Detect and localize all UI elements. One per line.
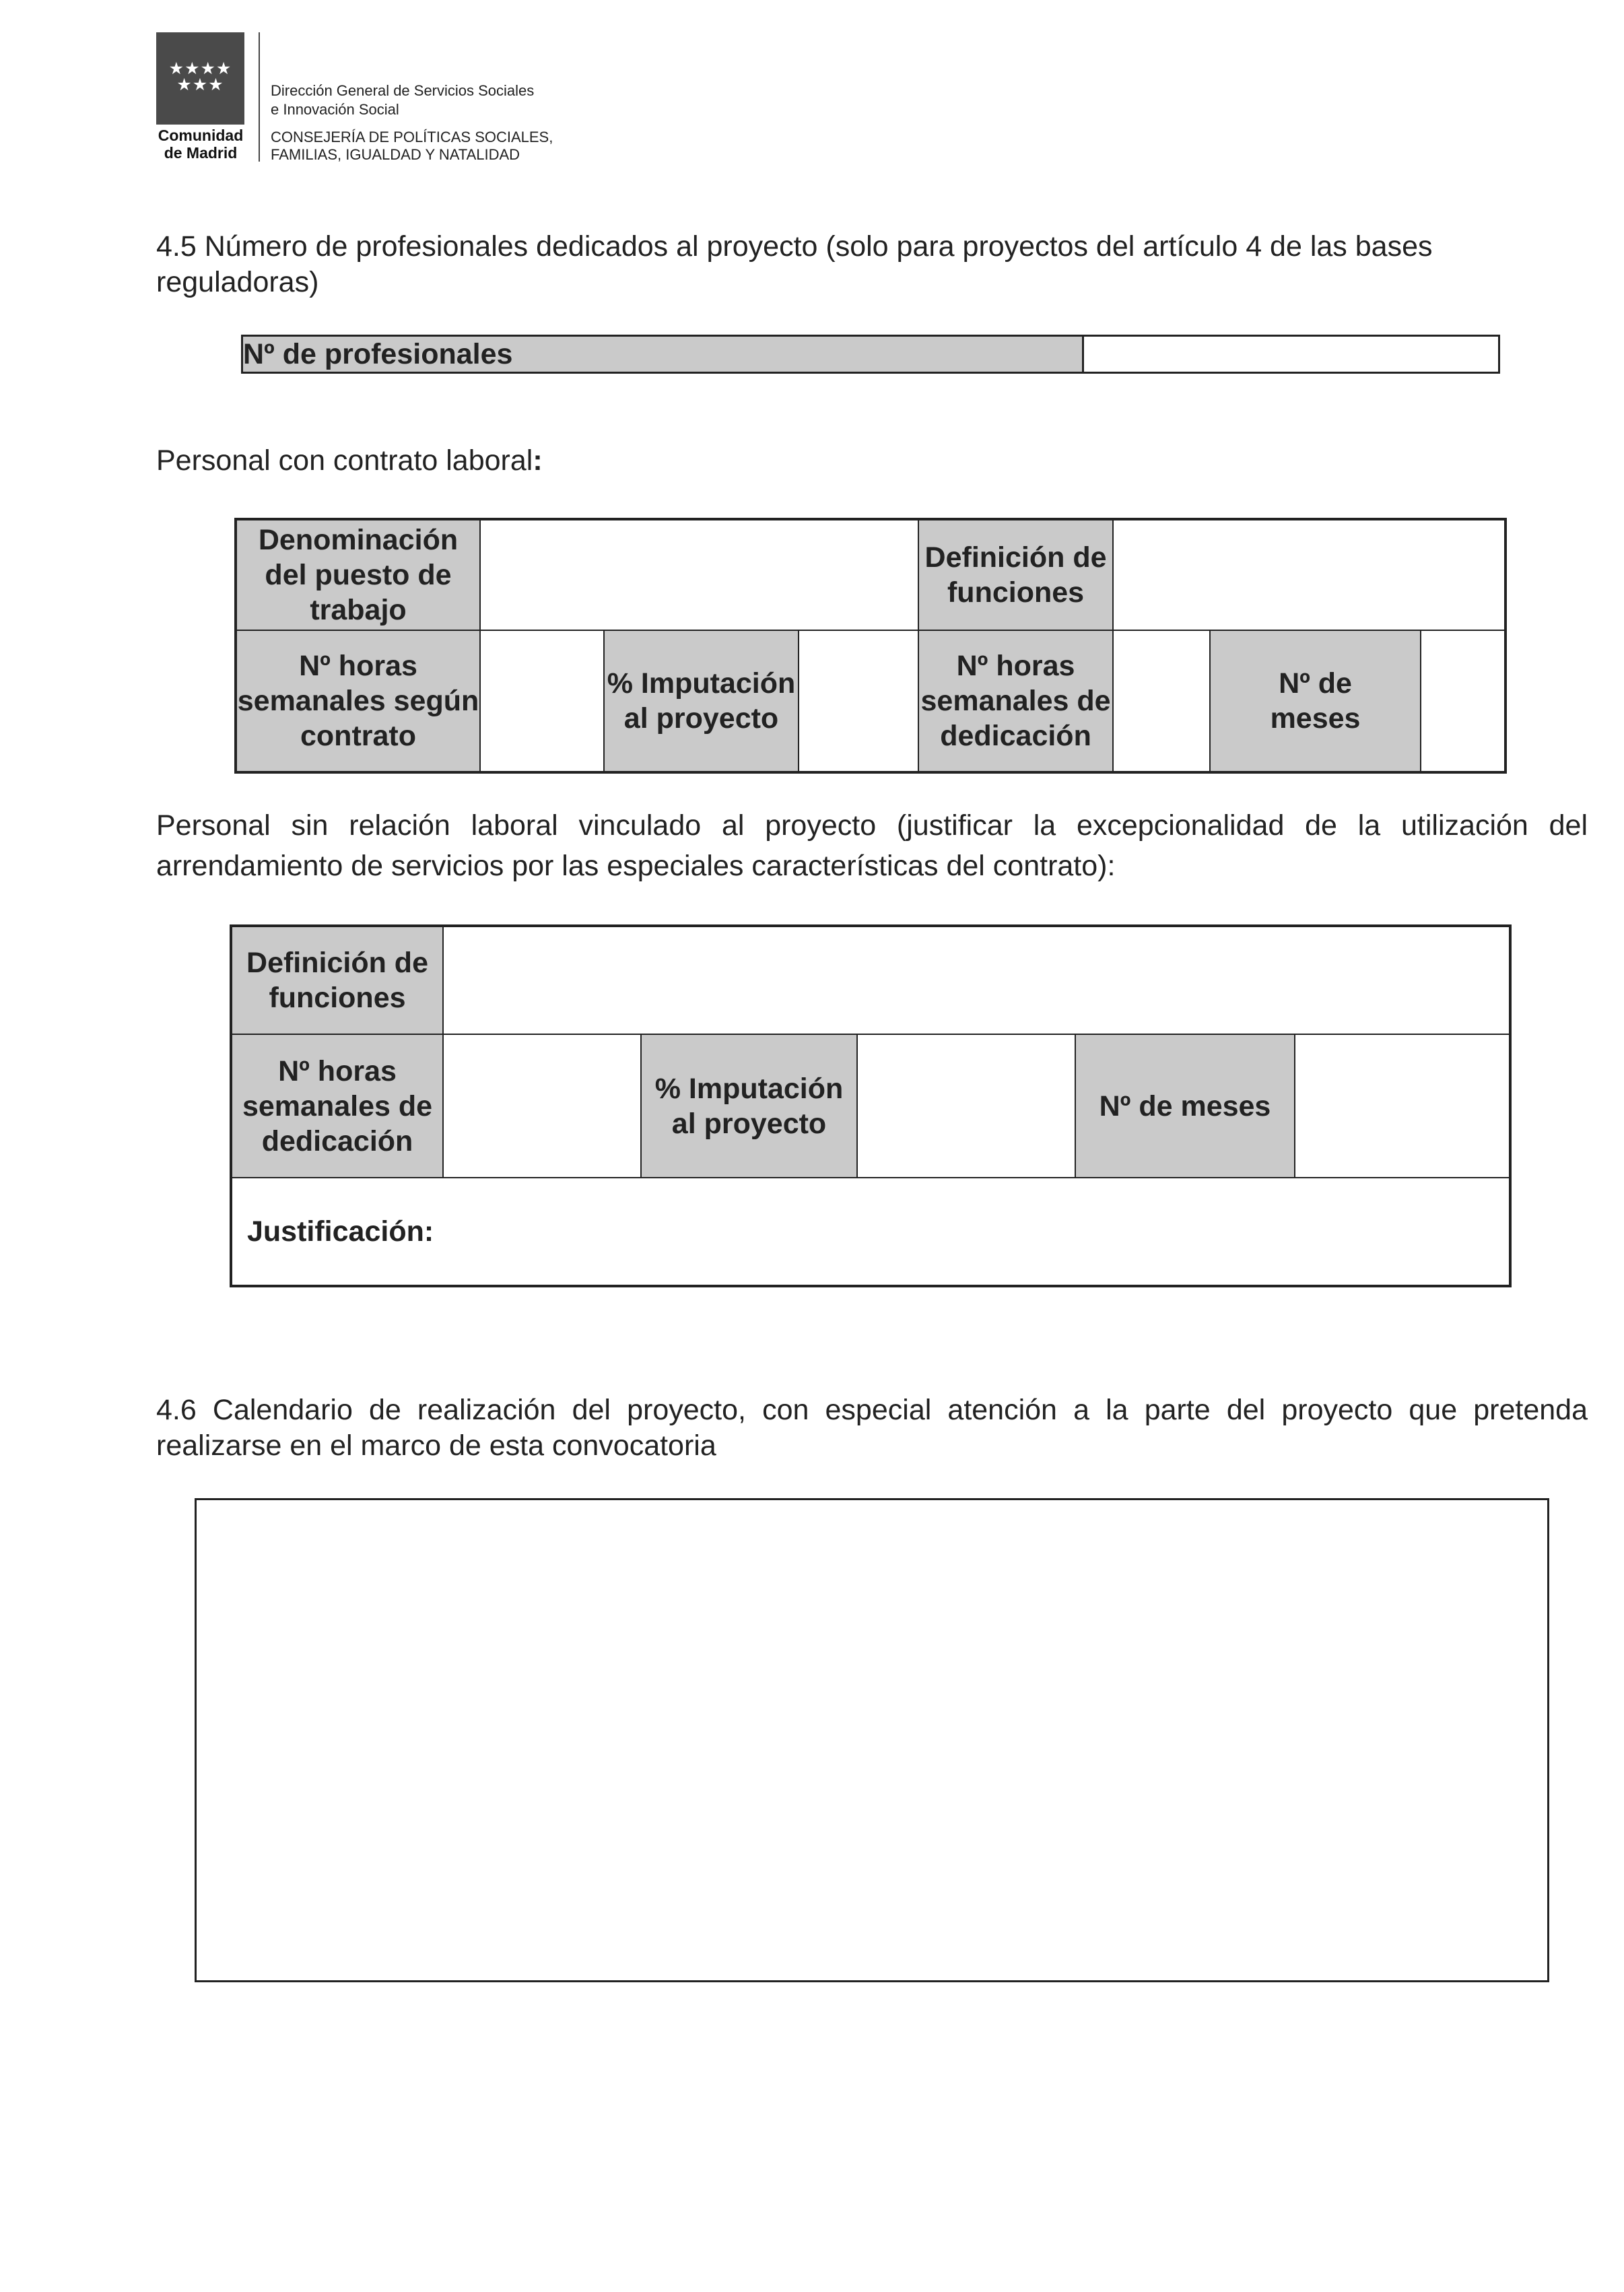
logo-line-2: de Madrid xyxy=(164,144,238,162)
professionals-count-label: Nº de profesionales xyxy=(242,336,1083,373)
org-line-3: CONSEJERÍA DE POLÍTICAS SOCIALES, xyxy=(271,129,553,145)
nc-imputation-label: % Imputación al proyecto xyxy=(641,1034,857,1178)
logo-stars-icon: ★★★★ ★★★ xyxy=(168,59,232,94)
nc-functions-input[interactable] xyxy=(443,926,1510,1034)
justification-field[interactable] xyxy=(231,1178,1510,1286)
org-line-2: e Innovación Social xyxy=(271,101,399,118)
imputation-label: % Imputación al proyecto xyxy=(604,630,799,772)
section-4-6-heading: 4.6 Calendario de realización del proyecto, con especial atención a la parte del proyecto que pretenda realizarse en el marco de esta convocatoria xyxy=(156,1394,1588,1462)
nc-months-input[interactable] xyxy=(1295,1034,1510,1178)
functions-input[interactable] xyxy=(1113,519,1505,630)
weekly-hours-dedication-input[interactable] xyxy=(1113,630,1210,772)
non-contract-staff-title: Personal sin relación laboral vinculado al proyecto (justificar la excepcionalidad de la utilización del arrendamiento de servicios por las especiales características del contrato): xyxy=(156,809,1588,882)
nc-functions-label: Definición de funciones xyxy=(231,926,443,1034)
weekly-hours-contract-label: Nº horas semanales según contrato xyxy=(236,630,480,772)
org-line-4: FAMILIAS, IGUALDAD Y NATALIDAD xyxy=(271,146,520,163)
professionals-count-input[interactable] xyxy=(1083,336,1499,373)
professionals-count-table xyxy=(241,335,1500,374)
non-contract-staff-table xyxy=(230,924,1512,1287)
contract-staff-title-text: Personal con contrato laboral xyxy=(156,444,533,477)
weekly-hours-contract-input[interactable] xyxy=(480,630,604,772)
months-input[interactable] xyxy=(1421,630,1505,772)
logo-line-1: Comunidad xyxy=(158,127,244,144)
calendar-text-box[interactable] xyxy=(195,1498,1549,1982)
job-title-label: Denominación del puesto de trabajo xyxy=(236,519,480,630)
nc-weekly-hours-label: Nº horas semanales de dedicación xyxy=(231,1034,443,1178)
nc-imputation-input[interactable] xyxy=(857,1034,1075,1178)
months-label: Nº de meses xyxy=(1210,630,1421,772)
section-4-5-heading: 4.5 Número de profesionales dedicados al proyecto (solo para proyectos del artículo 4 de las bases reguladoras) xyxy=(156,230,1433,298)
org-line-1: Dirección General de Servicios Sociales xyxy=(271,82,535,99)
justification-label: Justificación: xyxy=(247,1215,434,1248)
job-title-input[interactable] xyxy=(480,519,918,630)
nc-weekly-hours-input[interactable] xyxy=(443,1034,641,1178)
header-divider xyxy=(259,32,260,162)
weekly-hours-dedication-label: Nº horas semanales de dedicación xyxy=(918,630,1113,772)
contract-staff-table xyxy=(234,518,1507,774)
contract-staff-colon: : xyxy=(533,444,543,477)
contract-staff-title xyxy=(156,443,1588,479)
imputation-input[interactable] xyxy=(799,630,918,772)
functions-label: Definición de funciones xyxy=(918,519,1113,630)
nc-months-label: Nº de meses xyxy=(1075,1034,1295,1178)
logo-wordmark xyxy=(154,127,248,162)
